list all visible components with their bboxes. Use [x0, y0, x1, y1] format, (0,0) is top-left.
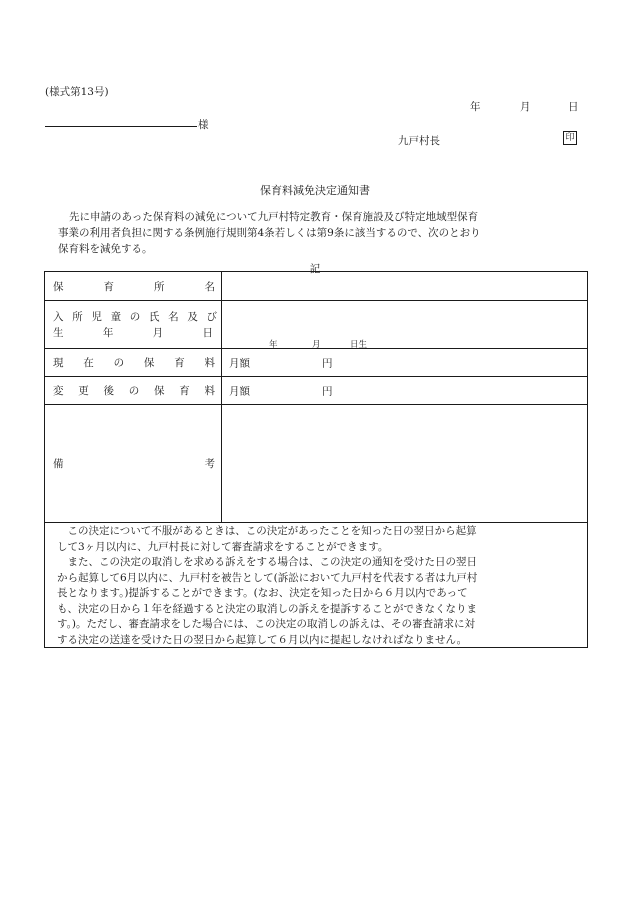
monthly-label: 月額: [229, 385, 250, 397]
intro-paragraph: [58, 209, 558, 257]
intro-line: 保育料を減免する。: [58, 243, 153, 255]
notice-line: この決定について不服があるときは、この決定があったことを知った日の翌日から起算: [57, 525, 477, 537]
row-remarks: [45, 405, 588, 523]
appeal-notice: [44, 522, 588, 648]
intro-line: 先に申請のあった保育料の減免について九戸村特定教育・保育施設及び特定地域型保育: [69, 211, 479, 223]
dob-year: 年: [269, 340, 278, 350]
date-year: 年: [470, 101, 481, 113]
row-facility: [45, 272, 588, 301]
remarks-value: [222, 405, 588, 523]
dob-day: 日生: [350, 340, 368, 350]
row-changed-fee: [45, 377, 588, 405]
notice-line: も、決定の日から１年を経過すると決定の取消しの訴えを提訴することができなくなりま: [57, 602, 477, 615]
changed-fee-label: 変 更 後 の 保 育 料: [45, 377, 222, 405]
issuer-name: 九戸村長: [398, 135, 440, 147]
addressee-suffix: 様: [198, 119, 209, 131]
remarks-label: 備 考: [45, 405, 222, 523]
row-current-fee: [45, 349, 588, 377]
yen-label: 円: [322, 357, 333, 369]
detail-table: [44, 271, 588, 523]
date-day: 日: [568, 101, 579, 113]
document-title: 保育料減免決定通知書: [260, 184, 370, 197]
changed-fee-value: [222, 377, 588, 405]
seal-mark: 印: [563, 131, 577, 145]
date-month: 月: [520, 101, 531, 113]
notice-line: す。)。ただし、審査請求をした場合には、この決定の取消しの訴えは、その審査請求に対: [57, 618, 476, 630]
current-fee-value: [222, 349, 588, 377]
notice-line: また、この決定の取消しを求める訴えをする場合は、この決定の通知を受けた日の翌日: [57, 556, 477, 568]
child-label: 入 所 児 童 の 氏 名 及 び 生 年 月 日: [45, 301, 222, 349]
addressee-blank: [45, 126, 197, 127]
notice-line: して3ヶ月以内に、九戸村長に対して審査請求をすることができます。: [57, 540, 389, 553]
intro-line: 事業の利用者負担に関する条例施行規則第4条若しくは第9条に該当するので、次のとおり: [58, 227, 481, 239]
row-child: [45, 301, 588, 349]
current-fee-label: 現 在 の 保 育 料: [45, 349, 222, 377]
dob-month: 月: [312, 340, 321, 350]
facility-value: [222, 272, 588, 301]
form-number: (様式第13号): [45, 86, 109, 98]
child-value: [222, 301, 588, 349]
monthly-label: 月額: [229, 357, 250, 369]
ki-marker: 記: [309, 263, 321, 275]
facility-label: 保 育 所 名: [45, 272, 222, 301]
yen-label: 円: [322, 385, 333, 397]
notice-line: 長となります。)提訴することができます。(なお、決定を知った日から６月以内であって: [57, 587, 468, 599]
notice-line: する決定の送達を受けた日の翌日から起算して６月以内に提起しなければなりません。: [57, 633, 468, 646]
notice-line: から起算して6月以内に、九戸村を被告として(訴訟において九戸村を代表する者は九戸村: [57, 571, 478, 584]
